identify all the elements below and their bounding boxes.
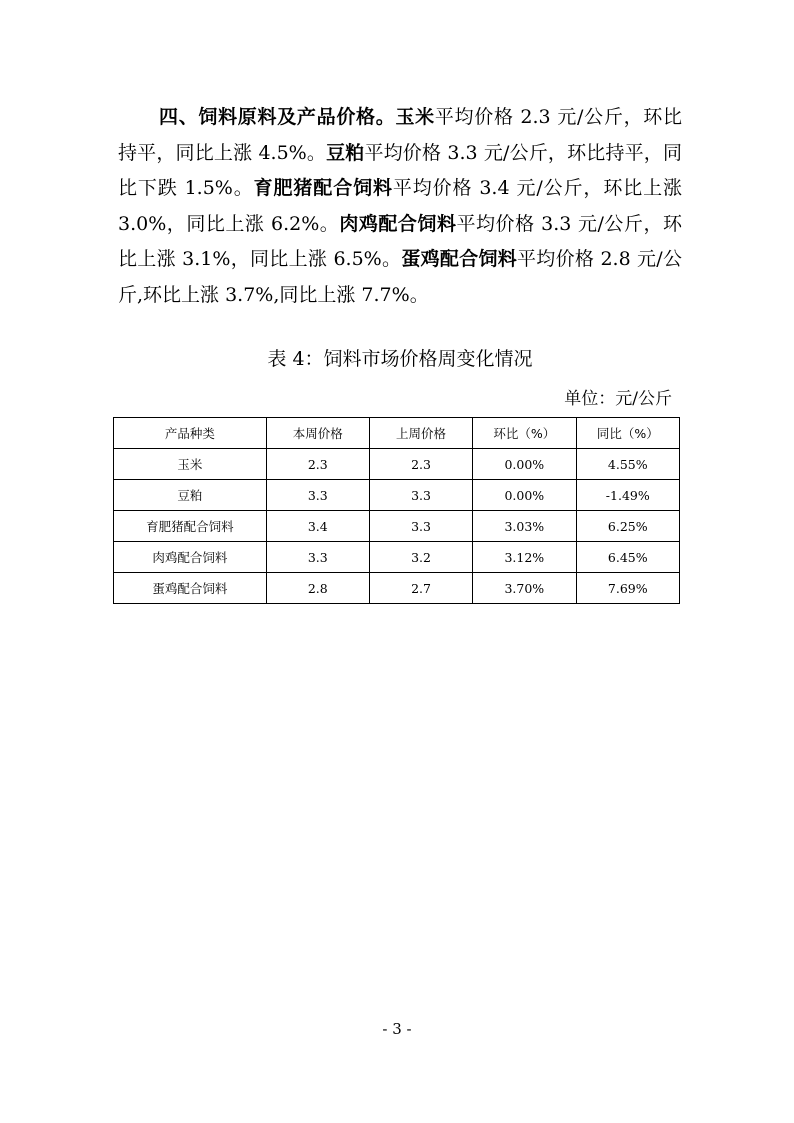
pig-feed-text: 平均价格 3.4 元/公斤，环比上涨 3.0%，同比上涨 6.2%。 bbox=[118, 177, 682, 235]
cell-last-week: 3.2 bbox=[369, 542, 472, 573]
soymeal-label: 豆粕 bbox=[326, 141, 365, 164]
cell-mom: 3.12% bbox=[473, 542, 576, 573]
page-number: - 3 - bbox=[382, 1020, 412, 1038]
cell-mom: 3.70% bbox=[473, 573, 576, 604]
table-row bbox=[114, 573, 680, 604]
header-product: 产品种类 bbox=[114, 418, 267, 449]
header-mom: 环比（%） bbox=[473, 418, 576, 449]
cell-yoy: -1.49% bbox=[576, 480, 679, 511]
corn-label: 玉米 bbox=[395, 106, 435, 128]
table-header-row bbox=[114, 418, 680, 449]
cell-last-week: 2.7 bbox=[369, 573, 472, 604]
layer-feed-text: 平均价格 2.8 元/公斤,环比上涨 3.7%,同比上涨 7.7%。 bbox=[118, 248, 682, 306]
feed-price-paragraph bbox=[118, 100, 682, 313]
corn-text: 平均价格 2.3 元/公斤，环比持平，同比上涨 4.5%。 bbox=[118, 106, 682, 164]
cell-last-week: 3.3 bbox=[369, 480, 472, 511]
header-yoy: 同比（%） bbox=[576, 418, 679, 449]
cell-product: 豆粕 bbox=[114, 480, 267, 511]
cell-this-week: 3.3 bbox=[266, 542, 369, 573]
broiler-feed-label: 肉鸡配合饲料 bbox=[339, 212, 457, 235]
cell-last-week: 2.3 bbox=[369, 449, 472, 480]
cell-product: 育肥猪配合饲料 bbox=[114, 511, 267, 542]
table-row bbox=[114, 449, 680, 480]
cell-product: 肉鸡配合饲料 bbox=[114, 542, 267, 573]
cell-mom: 3.03% bbox=[473, 511, 576, 542]
cell-yoy: 4.55% bbox=[576, 449, 679, 480]
layer-feed-label: 蛋鸡配合饲料 bbox=[401, 248, 518, 270]
cell-last-week: 3.3 bbox=[369, 511, 472, 542]
header-last-week: 上周价格 bbox=[369, 418, 472, 449]
cell-yoy: 6.25% bbox=[576, 511, 679, 542]
pig-feed-label: 育肥猪配合饲料 bbox=[253, 177, 393, 199]
cell-this-week: 2.8 bbox=[266, 573, 369, 604]
table-row bbox=[114, 480, 680, 511]
cell-this-week: 2.3 bbox=[266, 449, 369, 480]
cell-this-week: 3.3 bbox=[266, 480, 369, 511]
table-title: 表 4：饲料市场价格周变化情况 bbox=[267, 348, 533, 370]
cell-mom: 0.00% bbox=[473, 449, 576, 480]
soymeal-text: 平均价格 3.3 元/公斤，环比持平，同比下跌 1.5%。 bbox=[118, 141, 682, 199]
table-row bbox=[114, 511, 680, 542]
cell-mom: 0.00% bbox=[473, 480, 576, 511]
cell-product: 玉米 bbox=[114, 449, 267, 480]
table-unit: 单位：元/公斤 bbox=[564, 389, 672, 409]
broiler-feed-text: 平均价格 3.3 元/公斤，环比上涨 3.1%，同比上涨 6.5%。 bbox=[118, 212, 682, 270]
cell-yoy: 6.45% bbox=[576, 542, 679, 573]
cell-this-week: 3.4 bbox=[266, 511, 369, 542]
table-row bbox=[114, 542, 680, 573]
section-heading: 四、饲料原料及产品价格。 bbox=[159, 106, 396, 128]
cell-product: 蛋鸡配合饲料 bbox=[114, 573, 267, 604]
feed-price-table bbox=[113, 417, 680, 604]
header-this-week: 本周价格 bbox=[266, 418, 369, 449]
cell-yoy: 7.69% bbox=[576, 573, 679, 604]
